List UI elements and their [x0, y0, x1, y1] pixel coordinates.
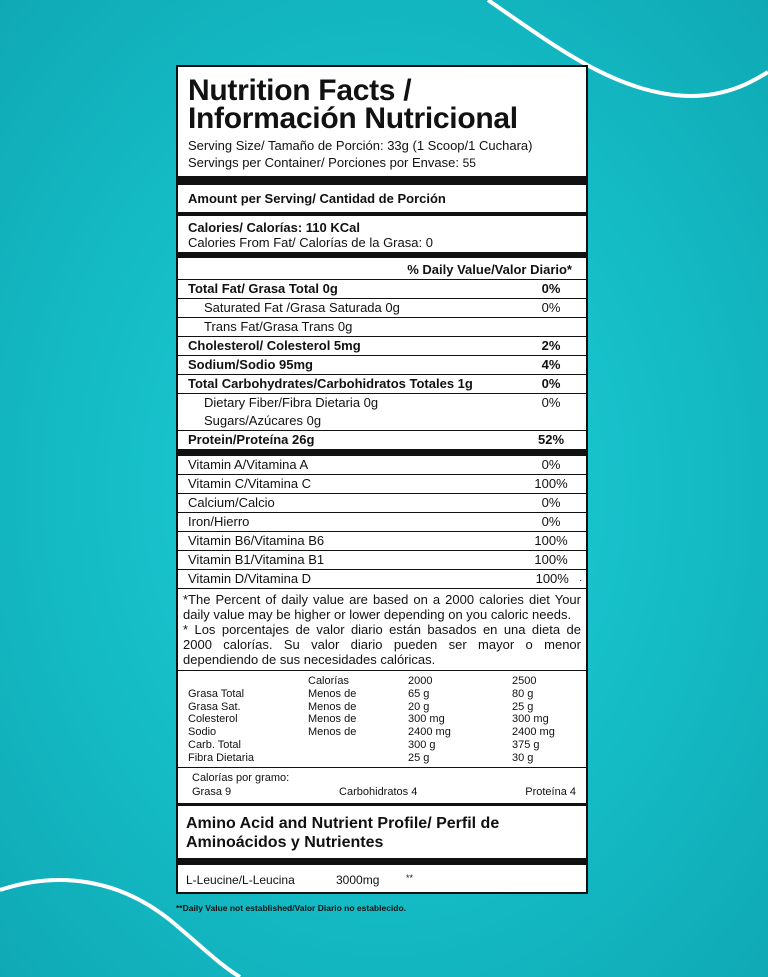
vitamin-row	[178, 513, 586, 531]
nutrient-row	[178, 318, 586, 336]
ref-cell: 2400 mg	[408, 726, 451, 739]
label-title	[178, 67, 586, 137]
nutrient-row	[178, 280, 586, 298]
amino-amount: 3000mg	[336, 873, 380, 887]
nutrient-pct: 52%	[537, 432, 565, 447]
serving-info	[178, 137, 586, 176]
divider-thick	[178, 176, 586, 185]
calories-per-gram	[178, 768, 586, 803]
nutrient-name: Total Fat/ Grasa Total 0g	[188, 281, 338, 296]
vitamin-name: Vitamin B6/Vitamina B6	[188, 533, 325, 548]
footnote-es: * Los porcentajes de valor diario están basados en una dieta de 2000 calorías. Su valor diario pueden ser mayor o menor dependiendo de sus necesidades calóricas.	[183, 622, 581, 667]
reference-table	[178, 671, 586, 767]
nutrient-row	[178, 299, 586, 317]
ref-cell: 30 g	[512, 751, 534, 764]
ref-cell: 2000	[408, 675, 433, 687]
nutrient-name: Protein/Proteína 26g	[188, 432, 315, 447]
nutrient-pct: 4%	[541, 357, 561, 372]
nutrient-name: Sugars/Azúcares 0g	[204, 413, 322, 428]
vitamin-row	[178, 532, 586, 550]
nutrient-name: Saturated Fat /Grasa Saturada 0g	[204, 300, 400, 315]
servings-label: Servings per Container/ Porciones por Envase:	[188, 155, 459, 170]
vitamin-pct: 100%	[534, 552, 568, 567]
nutrient-name: Sodium/Sodio 95mg	[188, 357, 313, 372]
ref-cell: 25 g	[512, 700, 534, 713]
footer-note: **Daily Value not established/Valor Diario no establecido.	[176, 903, 407, 913]
footnote-en: *The Percent of daily value are based on a 2000 calories diet Your daily value may be higher or lower depending on you caloric needs.	[183, 592, 581, 622]
ref-cell: 20 g	[408, 700, 430, 713]
amino-title: Amino Acid and Nutrient Profile/ Perfil de Aminoácidos y Nutrientes	[186, 815, 500, 851]
amino-row	[178, 865, 586, 895]
ref-cell: Fibra Dietaria	[188, 751, 255, 764]
ref-cell: Colesterol	[188, 713, 238, 726]
ref-cell	[308, 739, 408, 752]
nutrient-row	[178, 375, 586, 393]
title-line-1: Nutrition Facts /	[188, 74, 412, 107]
vitamin-name: Vitamin A/Vitamina A	[188, 457, 309, 472]
ref-cell: Carb. Total	[188, 738, 241, 751]
vitamin-row	[178, 570, 586, 588]
ref-cell: 25 g	[408, 751, 430, 764]
per-gram-title: Calorías por gramo:	[192, 771, 290, 784]
amino-name: L-Leucine/L-Leucina	[186, 873, 295, 887]
calories: Calories/ Calorías: 110 KCal	[188, 220, 360, 235]
reference-header	[188, 675, 576, 688]
nutrient-pct: 0%	[541, 395, 561, 410]
vitamin-row	[178, 494, 586, 512]
ref-cell: Menos de	[308, 687, 357, 700]
reference-row	[188, 713, 576, 726]
nutrient-pct: 2%	[541, 338, 561, 353]
nutrient-name: Cholesterol/ Colesterol 5mg	[188, 338, 361, 353]
servings-per-container	[188, 154, 576, 172]
nutrient-row	[178, 356, 586, 374]
title-line-2: Información Nutricional	[188, 102, 518, 135]
amino-acid-profile	[176, 804, 588, 894]
ref-cell: 80 g	[512, 687, 534, 700]
vitamin-pct: 0%	[541, 495, 561, 510]
nutrient-row	[178, 412, 586, 430]
vitamin-pct: 100%	[534, 533, 568, 548]
serving-size: Serving Size/ Tamaño de Porción: 33g (1 Scoop/1 Cuchara)	[188, 138, 533, 153]
vitamin-pct: 100%	[535, 571, 569, 586]
reference-row	[188, 739, 576, 752]
nutrient-name: Dietary Fiber/Fibra Dietaria 0g	[204, 395, 379, 410]
vitamin-name: Calcium/Calcio	[188, 495, 275, 510]
amino-mark: **	[406, 873, 414, 883]
ref-cell	[188, 675, 308, 688]
ref-cell: Sodio	[188, 726, 217, 739]
nutrition-facts-label	[176, 65, 588, 805]
nutrient-row	[178, 394, 586, 412]
ref-cell: Menos de	[308, 713, 357, 726]
reference-row	[188, 752, 576, 765]
ref-cell: Menos de	[308, 700, 357, 713]
amount-per-serving: Amount per Serving/ Cantidad de Porción	[188, 191, 446, 206]
ref-cell: 375 g	[512, 738, 540, 751]
nutrient-pct: 0%	[541, 300, 561, 315]
ref-cell: 65 g	[408, 687, 430, 700]
ref-cell: 300 mg	[408, 713, 445, 726]
ref-cell	[308, 752, 408, 765]
per-gram-carb: Carbohidratos 4	[339, 785, 418, 798]
vitamin-row	[178, 456, 586, 474]
ref-cell: 2400 mg	[512, 726, 555, 739]
vitamin-row	[178, 475, 586, 493]
nutrient-name: Trans Fat/Grasa Trans 0g	[204, 319, 353, 334]
reference-row	[188, 701, 576, 714]
per-gram-fat: Grasa 9	[192, 785, 232, 798]
vitamin-pct: 0%	[541, 457, 561, 472]
reference-row	[188, 726, 576, 739]
nutrient-row	[178, 337, 586, 355]
ref-cell: Menos de	[308, 726, 357, 739]
ref-cell: 300 mg	[512, 713, 549, 726]
servings-value: 55	[462, 156, 476, 170]
vitamin-pct: 0%	[541, 514, 561, 529]
divider-thick	[178, 858, 586, 865]
per-gram-protein: Proteína 4	[525, 785, 576, 798]
daily-value-header: % Daily Value/Valor Diario*	[407, 262, 572, 277]
vitamin-name: Vitamin C/Vitamina C	[188, 476, 312, 491]
ref-cell: 300 g	[408, 738, 436, 751]
vitamin-pct: 100%	[534, 476, 568, 491]
ref-cell: Grasa Sat.	[188, 700, 241, 713]
vitamin-name: Vitamin D/Vitamina D	[188, 571, 312, 586]
nutrient-row	[178, 431, 586, 449]
reference-row	[188, 688, 576, 701]
calories-block	[178, 216, 586, 252]
vitamin-name: Iron/Hierro	[188, 514, 250, 529]
nutrient-name: Total Carbohydrates/Carbohidratos Totales 1g	[188, 376, 473, 391]
footnote	[178, 589, 586, 670]
ref-cell: Calorías	[308, 675, 349, 687]
divider-thick	[178, 449, 586, 456]
nutrient-pct: 0%	[541, 376, 561, 391]
nutrient-pct: 0%	[541, 281, 561, 296]
vitamin-row	[178, 551, 586, 569]
vitamin-name: Vitamin B1/Vitamina B1	[188, 552, 325, 567]
calories-from-fat: Calories From Fat/ Calorías de la Grasa: 0	[188, 235, 433, 250]
ref-cell: 2500	[512, 675, 537, 687]
stray-mark: .	[579, 573, 582, 584]
ref-cell: Grasa Total	[188, 687, 245, 700]
